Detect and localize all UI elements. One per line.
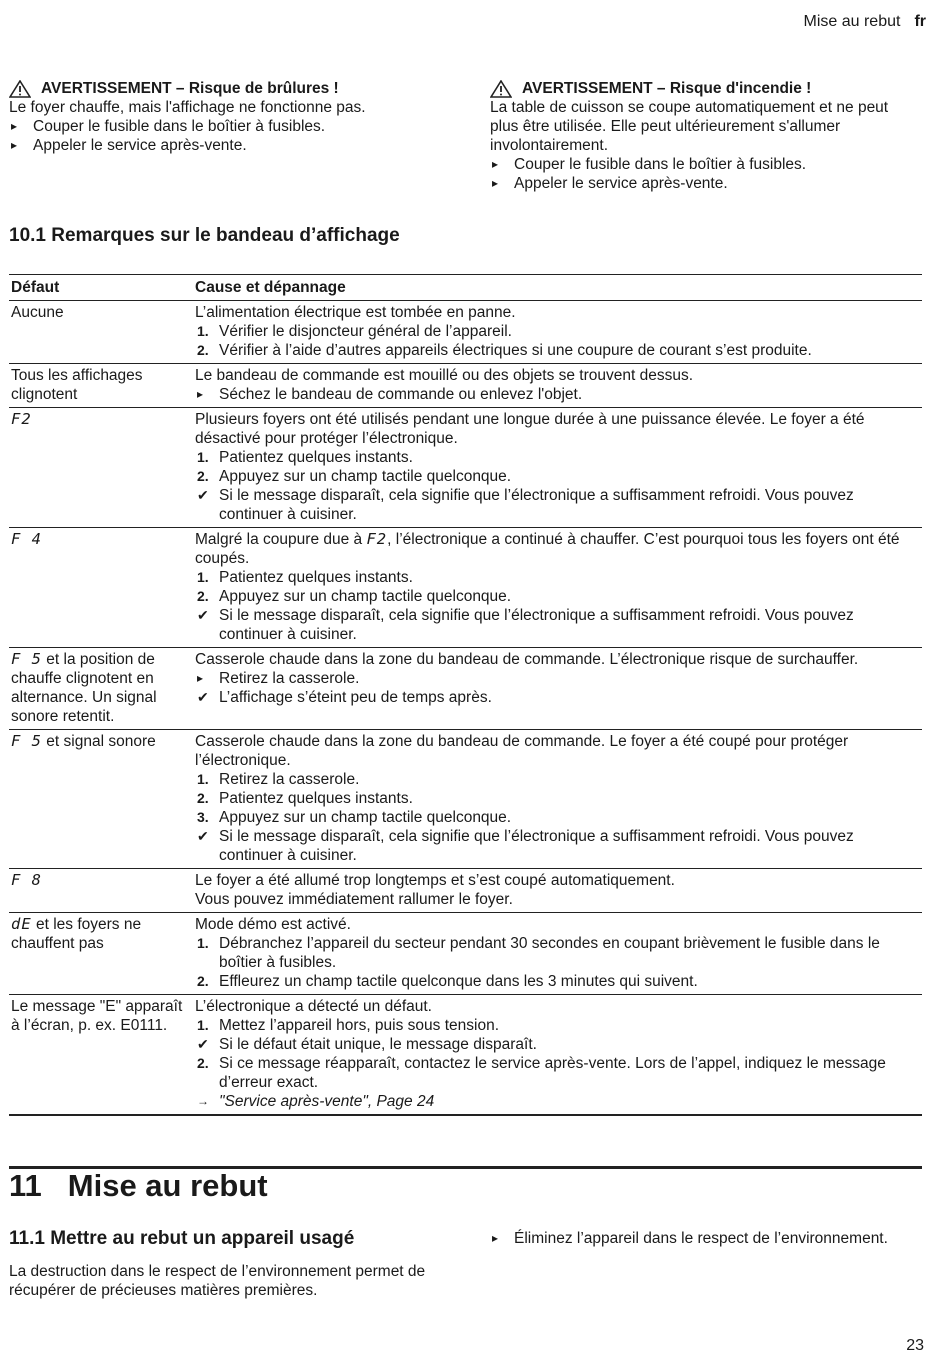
step-text: Patientez quelques instants. bbox=[219, 449, 413, 466]
step-item bbox=[195, 1035, 920, 1054]
step-marker: 1. bbox=[197, 771, 209, 787]
warning-bullet: ▸ Appeler le service après-vente. bbox=[490, 174, 915, 193]
step-text: Patientez quelques instants. bbox=[219, 790, 413, 807]
fault-code: dE bbox=[11, 915, 32, 933]
step-item bbox=[195, 322, 920, 341]
step-item bbox=[195, 1016, 920, 1035]
table-row bbox=[9, 528, 922, 648]
section-11-1-text: La destruction dans le respect de l’environnement permet de récupérer de précieuses matières premières. bbox=[9, 1263, 426, 1299]
section-11-1-title: 11.1 Mettre au rebut un appareil usagé bbox=[9, 1228, 355, 1249]
step-item[interactable] bbox=[195, 1092, 920, 1111]
table-row bbox=[9, 995, 922, 1116]
cause-cell bbox=[193, 869, 922, 913]
fault-code: F 4 bbox=[11, 530, 42, 548]
page-number: 23 bbox=[906, 1337, 924, 1354]
col-header-fault: Défaut bbox=[9, 275, 193, 301]
cross-reference-link: "Service après-vente", Page 24 bbox=[219, 1093, 435, 1110]
step-text: L’affichage s’éteint peu de temps après. bbox=[219, 689, 492, 706]
cause-text bbox=[195, 530, 920, 568]
step-item bbox=[195, 341, 920, 360]
section-10-1-title: 10.1 Remarques sur le bandeau d’affichage bbox=[9, 225, 400, 246]
section-11-1-bullet: ▸ Éliminez l’appareil dans le respect de l’environnement. bbox=[490, 1229, 934, 1248]
warning-title: AVERTISSEMENT – Risque de brûlures ! bbox=[9, 79, 449, 98]
step-text: Si le message disparaît, cela signifie que l’électronique a suffisamment refroidi. Vous pouvez continuer à cuisiner. bbox=[219, 607, 854, 643]
step-item bbox=[195, 587, 920, 606]
cause-text: Mode démo est activé. bbox=[195, 916, 351, 933]
warning-text: Le foyer chauffe, mais l'affichage ne fonctionne pas. bbox=[9, 99, 366, 116]
step-marker: 1. bbox=[197, 1017, 209, 1033]
step-marker: ✔ bbox=[197, 828, 209, 844]
step-text: Si le message disparaît, cela signifie que l’électronique a suffisamment refroidi. Vous pouvez continuer à cuisiner. bbox=[219, 487, 854, 523]
step-text: Vérifier le disjoncteur général de l’appareil. bbox=[219, 323, 512, 340]
table-row bbox=[9, 913, 922, 995]
step-marker: ✔ bbox=[197, 607, 209, 623]
fault-cell bbox=[9, 528, 193, 648]
table-row bbox=[9, 408, 922, 528]
warning-burn bbox=[9, 79, 449, 155]
col-header-cause: Cause et dépannage bbox=[193, 275, 922, 301]
step-text: Mettez l’appareil hors, puis sous tension. bbox=[219, 1017, 500, 1034]
warning-fire bbox=[490, 79, 915, 193]
step-item bbox=[195, 486, 920, 524]
step-item bbox=[195, 606, 920, 644]
step-item bbox=[195, 789, 920, 808]
step-marker: → bbox=[197, 1094, 209, 1108]
step-text: Si le message disparaît, cela signifie que l’électronique a suffisamment refroidi. Vous pouvez continuer à cuisiner. bbox=[219, 828, 854, 864]
step-marker: 1. bbox=[197, 935, 209, 951]
cause-text: Vous pouvez immédiatement rallumer le foyer. bbox=[195, 891, 513, 908]
step-text: Si ce message réapparaît, contactez le service après-vente. Lors de l’appel, indiquez le message d’erreur exact. bbox=[219, 1055, 886, 1091]
section-11-title: 11 Mise au rebut bbox=[9, 1168, 268, 1203]
fault-code: F 5 bbox=[11, 650, 42, 668]
step-marker: 1. bbox=[197, 323, 209, 339]
fault-cell bbox=[9, 869, 193, 913]
fault-cell bbox=[9, 913, 193, 995]
step-marker: 2. bbox=[197, 1055, 209, 1071]
step-item bbox=[195, 1054, 920, 1092]
step-marker: ▸ bbox=[197, 671, 204, 685]
step-text: Retirez la casserole. bbox=[219, 771, 360, 788]
table-row bbox=[9, 869, 922, 913]
step-item bbox=[195, 385, 920, 404]
step-marker: 2. bbox=[197, 973, 209, 989]
cause-cell bbox=[193, 730, 922, 869]
fault-code: F 5 bbox=[11, 732, 42, 750]
fault-text: et les foyers ne chauffent pas bbox=[11, 916, 142, 952]
cause-text: Le foyer a été allumé trop longtemps et s’est coupé automatiquement. bbox=[195, 872, 675, 889]
step-text: Séchez le bandeau de commande ou enlevez l'objet. bbox=[219, 386, 583, 403]
table-row bbox=[9, 730, 922, 869]
cause-text: Casserole chaude dans la zone du bandeau de commande. L’électronique risque de surchauffer. bbox=[195, 651, 859, 668]
warning-bullet: ▸ Couper le fusible dans le boîtier à fusibles. bbox=[9, 117, 449, 136]
warning-bullet: ▸ Couper le fusible dans le boîtier à fusibles. bbox=[490, 155, 915, 174]
table-row bbox=[9, 648, 922, 730]
fault-cell bbox=[9, 364, 193, 408]
step-marker: ▸ bbox=[197, 387, 204, 401]
cause-text: Le bandeau de commande est mouillé ou des objets se trouvent dessus. bbox=[195, 367, 694, 384]
step-marker: ✔ bbox=[197, 689, 209, 705]
step-text: Appuyez sur un champ tactile quelconque. bbox=[219, 468, 512, 485]
table-row bbox=[9, 301, 922, 364]
step-item bbox=[195, 467, 920, 486]
step-text: Appuyez sur un champ tactile quelconque. bbox=[219, 809, 512, 826]
cause-text-part: , l’électronique a continué à chauffer. C’est pourquoi tous les foyers ont été coupés. bbox=[195, 531, 900, 567]
step-item bbox=[195, 770, 920, 789]
step-item bbox=[195, 827, 920, 865]
fault-cell bbox=[9, 730, 193, 869]
step-marker: 1. bbox=[197, 449, 209, 465]
step-marker: 2. bbox=[197, 342, 209, 358]
cause-text: Plusieurs foyers ont été utilisés pendant une longue durée à une puissance élevée. Le foyer a été désactivé pour protéger l’électronique. bbox=[195, 411, 865, 447]
step-item bbox=[195, 669, 920, 688]
step-text: Retirez la casserole. bbox=[219, 670, 360, 687]
fault-cell bbox=[9, 301, 193, 364]
step-item bbox=[195, 934, 920, 972]
fault-cell bbox=[9, 995, 193, 1116]
step-text: Si le défaut était unique, le message disparaît. bbox=[219, 1036, 537, 1053]
step-marker: 3. bbox=[197, 809, 209, 825]
fault-text: et signal sonore bbox=[42, 733, 156, 750]
header-section: Mise au rebut bbox=[803, 13, 901, 30]
warning-bullet: ▸ Appeler le service après-vente. bbox=[9, 136, 449, 155]
warning-triangle-icon bbox=[9, 80, 31, 98]
step-marker: ✔ bbox=[197, 487, 209, 503]
warning-triangle-icon bbox=[490, 80, 512, 98]
step-marker: 1. bbox=[197, 569, 209, 585]
table-row bbox=[9, 364, 922, 408]
fault-cell bbox=[9, 408, 193, 528]
step-item bbox=[195, 448, 920, 467]
cause-cell bbox=[193, 408, 922, 528]
fault-text: Le message "E" apparaît à l’écran, p. ex. E0111. bbox=[11, 998, 183, 1034]
cause-cell bbox=[193, 528, 922, 648]
running-header bbox=[804, 12, 927, 31]
warning-text: La table de cuisson se coupe automatiquement et ne peut plus être utilisée. Elle peut ultérieurement s'allumer involontairement. bbox=[490, 99, 889, 154]
cause-text-part: Malgré la coupure due à bbox=[195, 531, 367, 548]
step-marker: ✔ bbox=[197, 1036, 209, 1052]
cause-cell bbox=[193, 913, 922, 995]
step-text: Vérifier à l’aide d’autres appareils électriques si une coupure de courant s’est produite. bbox=[219, 342, 812, 359]
step-text: Appuyez sur un champ tactile quelconque. bbox=[219, 588, 512, 605]
cause-text: L’alimentation électrique est tombée en panne. bbox=[195, 304, 516, 321]
cause-text: Casserole chaude dans la zone du bandeau de commande. Le foyer a été coupé pour protéger l’électronique. bbox=[195, 733, 849, 769]
step-marker: 2. bbox=[197, 790, 209, 806]
fault-cell bbox=[9, 648, 193, 730]
fault-table bbox=[9, 274, 922, 1116]
step-text: Débranchez l’appareil du secteur pendant 30 secondes en coupant brièvement le fusible dans le boîtier à fusibles. bbox=[219, 935, 880, 971]
step-text: Effleurez un champ tactile quelconque dans les 3 minutes qui suivent. bbox=[219, 973, 698, 990]
step-text: Patientez quelques instants. bbox=[219, 569, 413, 586]
fault-text: Tous les affichages clignotent bbox=[11, 367, 143, 403]
warning-title: AVERTISSEMENT – Risque d'incendie ! bbox=[490, 79, 915, 98]
cause-text: L’électronique a détecté un défaut. bbox=[195, 998, 432, 1015]
step-marker: 2. bbox=[197, 588, 209, 604]
cause-cell bbox=[193, 995, 922, 1116]
step-marker: 2. bbox=[197, 468, 209, 484]
header-lang: fr bbox=[914, 13, 926, 30]
step-item bbox=[195, 972, 920, 991]
step-item bbox=[195, 568, 920, 587]
cause-cell bbox=[193, 364, 922, 408]
fault-code: F2 bbox=[366, 530, 388, 548]
fault-text: Aucune bbox=[11, 304, 64, 321]
fault-code: F 8 bbox=[11, 871, 42, 889]
step-item bbox=[195, 688, 920, 707]
cause-cell bbox=[193, 648, 922, 730]
cause-cell bbox=[193, 301, 922, 364]
fault-text: et la position de chauffe clignotent en alternance. Un signal sonore retentit. bbox=[11, 651, 157, 725]
fault-code: F2 bbox=[11, 410, 32, 428]
step-item bbox=[195, 808, 920, 827]
